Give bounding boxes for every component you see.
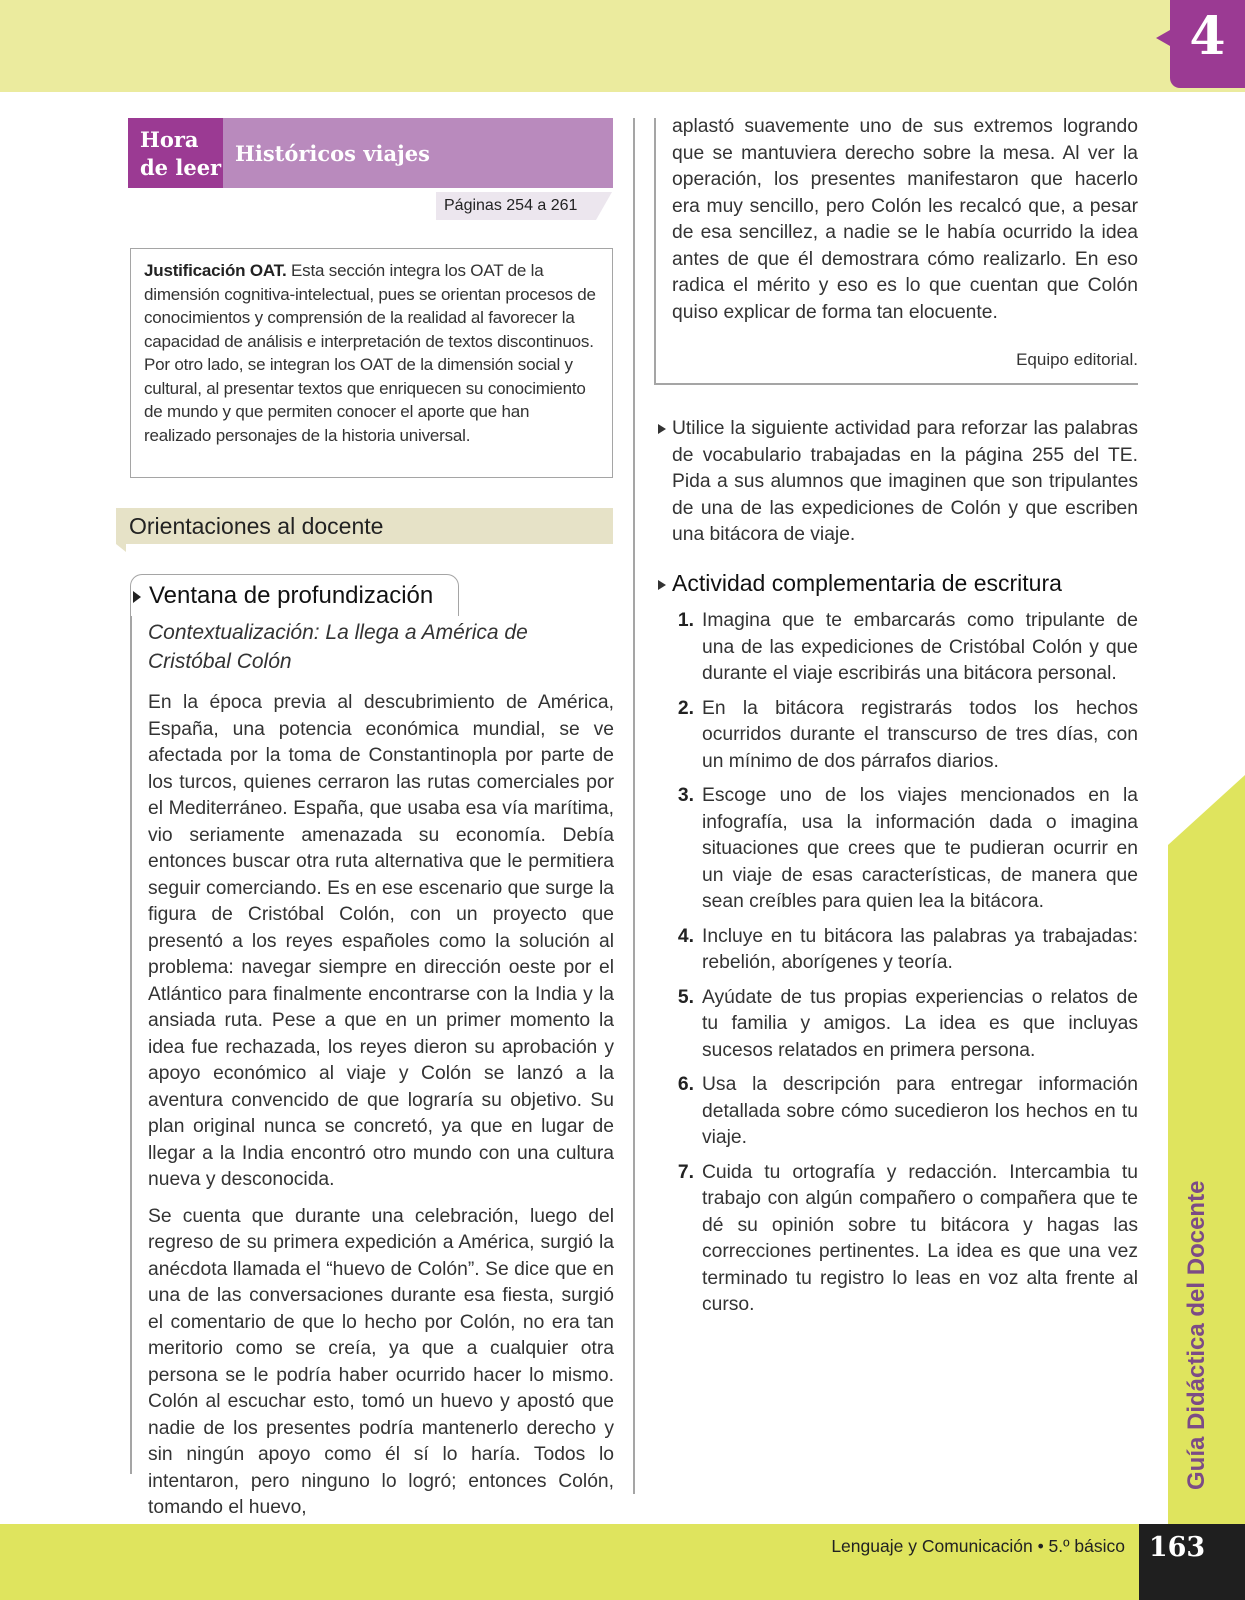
activity-item [672,783,1138,916]
ventana-tab [130,574,459,616]
ventana-left-rule [130,592,132,1474]
justification-text: Esta sección integra los OAT de la dimensión cognitiva-intelectual, pues se orientan procesos de conocimientos y comprensión de la realidad al favorecer la capacidad de análisis e interpretación de textos discontinuos. Por otro lado, se integran los OAT de la dimensión social y cultural, al presentar textos que enriquecen su conocimiento de mundo y que permiten conocer el aporte que han realizado personajes de la historia universal. [144,261,596,445]
side-label: Guía Didáctica del Docente [1183,1180,1210,1490]
activity-item-number: 2. [677,697,694,719]
activity-list [672,608,1138,1327]
unit-tab [1170,0,1245,88]
section-title: Históricos viajes [223,118,613,188]
section-label [128,118,223,188]
instruction-text: Utilice la siguiente actividad para reforzar las palabras de vocabulario trabajadas en la página 255 del TE. Pida a sus alumnos que imaginen que son tripulantes de una de las expediciones de Colón y que escriben una bitácora de viaje. [672,418,1138,545]
activity-item-text: Escoge uno de los viajes mencionados en la infografía, usa la información dada o imagina situaciones que crees que te pudieran ocurrir en un viaje de esas características, de manera que sean creíbles para quien lea la bitácora. [702,785,1138,912]
activity-item-number: 6. [677,1074,694,1095]
activity-item [672,608,1138,688]
activity-item-text: Cuida tu ortografía y redacción. Intercambia tu trabajo con algún compañero o compañera que te dé su opinión sobre tu bitácora y hagas las correcciones pertinentes. La idea es que una vez terminado tu registro lo leas en voz alta frente al curso. [702,1161,1138,1315]
triangle-bullet-icon [658,424,666,434]
activity-item [672,985,1138,1065]
activity-item-number: 3. [677,785,694,806]
triangle-bullet-icon [658,580,666,590]
context-subtitle: Contextualización: La llega a América de Cristóbal Colón [148,621,528,673]
ventana-continuation-text: aplastó suavemente uno de sus extremos logrando que se mantuviera derecho sobre la mesa. Al ver la operación, los presentes manifestaron que hacerlo era muy sencillo, pero Colón les recalcó que, a pesar de esa sencillez, a nadie se le había ocurrido la idea antes de que él demostrara cómo realizarlo. En eso radica el mérito y eso es lo que cuentan que Colón quiso explicar de forma tan elocuente. [672,116,1138,323]
ventana-continuation [672,114,1138,326]
section-label-line1: Hora [140,127,199,152]
pages-tag: Páginas 254 a 261 [436,192,596,220]
unit-number: 4 [1189,6,1226,67]
ventana-paragraph: En la época previa al descubrimiento de América, España, una potencia económica mundial, se ve afectada por la toma de Constantinopla por parte de los turcos, quienes cerraron las rutas comerciales por el Mediterráneo. España, que usaba esa vía marítima, vio seriamente amenazada su economía. Debía entonces buscar otra ruta alternativa que le permitiera seguir comerciando. Es en ese escenario que surge la figura de Cristóbal Colón, con un proyecto que presentó a los reyes españoles como la solución al problema: navegar siempre en dirección oeste por el Atlántico para finalmente encontrarse con la India y la ansiada ruta. Pese a que en un primer momento la idea fue rechazada, los reyes dieron su aprobación y apoyo económico al viaje y Colón se lanzó a la aventura convencido de que lograría su objetivo. Su plan original nunca se concretó, ya que en lugar de llegar a la India encontró otro mundo con una cultura nueva y desconocida. [148,692,614,1190]
justification-box [130,248,613,478]
activity-item-text: Imagina que te embarcarás como tripulante de una de las expediciones de Cristóbal Colón y que durante el viaje escribirás una bitácora personal. [702,610,1138,684]
activity-item [672,1160,1138,1319]
column-divider [633,118,635,1494]
ventana-continuation-rule [654,118,656,384]
activity-item-text: Usa la descripción para entregar información detallada sobre cómo sucedieron los hechos en tu viaje. [702,1074,1138,1148]
ventana-continuation-bottom-rule [654,383,1138,385]
activity-item-number: 7. [677,1161,694,1183]
activity-title: Actividad complementaria de escritura [672,570,1062,596]
activity-item-text: En la bitácora registrarás todos los hechos ocurridos durante el transcurso de tres días, con un mínimo de dos párrafos diarios. [702,697,1138,772]
activity-item [672,1072,1138,1152]
activity-item-text: Ayúdate de tus propias experiencias o relatos de tu familia y amigos. La idea es que incluyas sucesos relatados en primera persona. [702,986,1138,1061]
activity-item [672,924,1138,977]
section-label-line2: de leer [140,155,222,180]
editorial-credit: Equipo editorial. [1016,350,1138,369]
activity-item-number: 1. [677,610,694,631]
justification-label: Justificación OAT. [144,261,287,280]
activity-item-text: Incluye en tu bitácora las palabras ya trabajadas: rebelión, aborígenes y teoría. [702,925,1138,973]
ventana-paragraph: Se cuenta que durante una celebración, luego del regreso de su primera expedición a América, surgió la anécdota llamada el “huevo de Colón”. Se dice que en una de las conversaciones durante esa fiesta, surgió el comentario de que lo hecho por Colón, no era tan meritorio como se creía, ya que a cualquier otra persona se le podría haber ocurrido hacer lo mismo. Colón al escuchar esto, tomó un huevo y apostó que nadie de los presentes podría mantenerlo derecho y sin ningún apoyo como él sí lo haría. Todos lo intentaron, pero ninguno lo logró; entonces Colón, tomando el huevo, [148,1205,614,1518]
ventana-body [148,690,614,1532]
page-number: 163 [1148,1532,1206,1563]
triangle-bullet-icon [133,591,141,603]
activity-item-number: 4. [677,925,694,947]
activity-item-number: 5. [677,986,694,1008]
top-band [0,0,1245,92]
footer-subject: Lenguaje y Comunicación • 5.º básico [831,1536,1125,1556]
orientaciones-heading: Orientaciones al docente [116,508,613,544]
ventana-title: Ventana de profundización [149,582,434,609]
activity-item [672,696,1138,776]
